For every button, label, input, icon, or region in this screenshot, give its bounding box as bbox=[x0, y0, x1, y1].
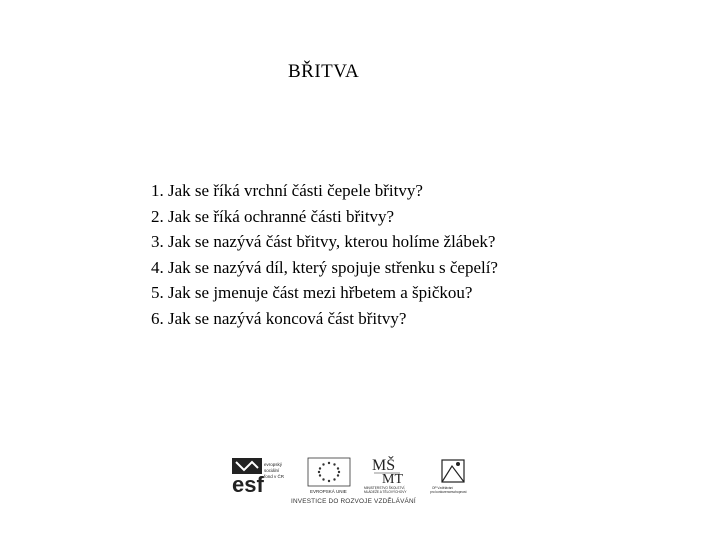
question-list bbox=[151, 178, 498, 332]
question-item: 3. Jak se nazývá část břitvy, kterou holíme žlábek? bbox=[151, 232, 496, 252]
svg-text:EVROPSKÁ UNIE: EVROPSKÁ UNIE bbox=[310, 489, 347, 494]
svg-text:fond v ČR: fond v ČR bbox=[264, 474, 285, 479]
svg-text:OP Vzdělávání: OP Vzdělávání bbox=[432, 486, 454, 490]
msmt-logo bbox=[364, 455, 407, 494]
svg-text:MŠ: MŠ bbox=[372, 457, 396, 474]
question-item: 2. Jak se říká ochranné části břitvy? bbox=[151, 206, 395, 226]
svg-text:MLÁDEŽE A TĚLOVÝCHOVY: MLÁDEŽE A TĚLOVÝCHOVY bbox=[364, 490, 407, 494]
eu-logo bbox=[308, 458, 350, 494]
svg-text:MINISTERSTVO ŠKOLSTVÍ,: MINISTERSTVO ŠKOLSTVÍ, bbox=[364, 486, 406, 490]
question-item: 5. Jak se jmenuje část mezi hřbetem a špičkou? bbox=[151, 283, 473, 303]
logo-caption: INVESTICE DO ROZVOJE VZDĚLÁVÁNÍ bbox=[291, 498, 416, 505]
esf-logo bbox=[232, 458, 285, 497]
svg-text:esf: esf bbox=[232, 472, 264, 497]
slide-title: BŘITVA bbox=[288, 61, 360, 82]
question-item: 1. Jak se říká vrchní části čepele břitvy? bbox=[151, 181, 423, 200]
svg-text:MT: MT bbox=[382, 472, 403, 487]
svg-text:evropský: evropský bbox=[264, 462, 283, 467]
question-item: 4. Jak se nazývá díl, který spojuje střenku s čepelí? bbox=[151, 257, 498, 277]
question-item: 6. Jak se nazývá koncová část břitvy? bbox=[151, 308, 407, 328]
op-vk-logo bbox=[430, 460, 467, 494]
svg-text:pro konkurenceschopnost: pro konkurenceschopnost bbox=[430, 490, 467, 494]
svg-text:sociální: sociální bbox=[264, 468, 280, 473]
